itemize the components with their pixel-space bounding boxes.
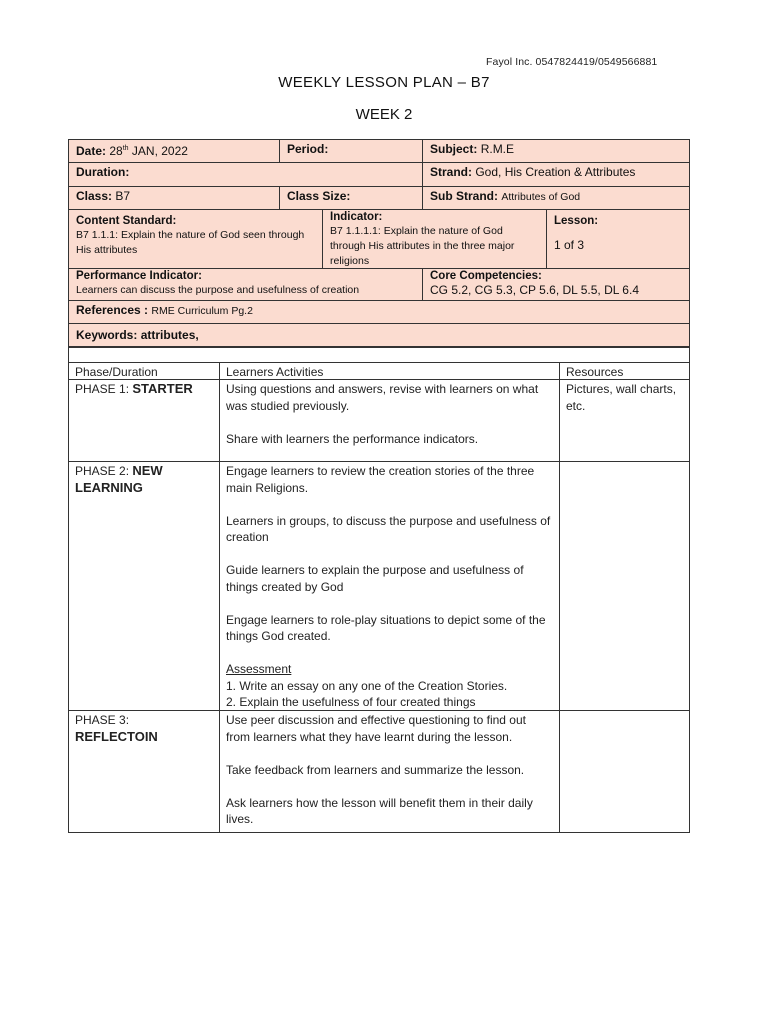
col-header-phase: Phase/Duration: [68, 362, 220, 380]
keywords-value: attributes,: [140, 328, 199, 342]
phase-3-name: REFLECTOIN: [75, 728, 158, 744]
activity-item: Guide learners to explain the purpose and usefulness of things created by God: [226, 563, 524, 594]
phase-2-activities: [219, 461, 560, 711]
assessment-item: 2. Explain the usefulness of four created things: [226, 695, 476, 709]
lesson-info-table: [68, 139, 690, 347]
phase-3-activities: [219, 710, 560, 833]
phase-2-resources: [559, 461, 690, 711]
week-heading: WEEK 2: [355, 106, 413, 123]
lesson-cell: [546, 209, 690, 269]
phase-2-name: NEW LEARNING: [75, 463, 163, 495]
keywords-label: Keywords:: [76, 328, 138, 342]
class-size-cell: [279, 186, 423, 210]
strand-value: God, His Creation & Attributes: [475, 165, 636, 179]
activity-item: Engage learners to review the creation stories of the three main Religions.: [226, 464, 535, 495]
phase-2-prefix: PHASE 2:: [75, 464, 130, 478]
duration-cell: [68, 162, 423, 187]
content-standard-cell: [68, 209, 323, 269]
phase-3-resources: [559, 710, 690, 833]
date-value: 28th JAN, 2022: [109, 144, 188, 158]
class-value: B7: [115, 189, 131, 203]
duration-label: Duration:: [76, 165, 130, 179]
strand-label: Strand:: [430, 165, 472, 179]
phase-3-cell: [68, 710, 220, 833]
phase-1-prefix: PHASE 1:: [75, 382, 130, 396]
date-cell: [68, 139, 280, 163]
references-label: References :: [76, 303, 149, 317]
period-label: Period:: [287, 142, 329, 156]
activity-item: Learners in groups, to discuss the purpose and usefulness of creation: [226, 513, 551, 544]
substrand-label: Sub Strand:: [430, 189, 498, 203]
core-competencies-value: CG 5.2, CG 5.3, CP 5.6, DL 5.5, DL 6.4: [430, 283, 639, 297]
strand-cell: [422, 162, 690, 187]
activity-item: Ask learners how the lesson will benefit them in their daily lives.: [226, 795, 533, 826]
subject-label: Subject:: [430, 142, 478, 156]
activity-item: Engage learners to role-play situations to depict some of the things God created.: [226, 612, 546, 643]
date-label: Date:: [76, 144, 107, 158]
phase-3-prefix: PHASE 3:: [75, 713, 130, 727]
indicator-cell: [322, 209, 547, 269]
activity-item: Take feedback from learners and summarize the lesson.: [226, 762, 525, 777]
class-label: Class:: [76, 189, 113, 203]
keywords-cell: [68, 323, 690, 347]
col-header-activities: Learners Activities: [219, 362, 560, 380]
performance-indicator-value: Learners can discuss the purpose and usefulness of creation: [76, 284, 360, 296]
assessment-title: Assessment: [226, 662, 292, 676]
period-cell: [279, 139, 423, 163]
class-cell: [68, 186, 280, 210]
class-size-label: Class Size:: [287, 189, 351, 203]
lesson-label: Lesson:: [554, 215, 599, 227]
substrand-cell: [422, 186, 690, 210]
phase-2-cell: [68, 461, 220, 711]
core-competencies-label: Core Competencies:: [430, 270, 542, 282]
phase-1-activities: [219, 379, 560, 462]
content-standard-label: Content Standard:: [76, 215, 177, 227]
phase-1-cell: [68, 379, 220, 462]
activity-item: Using questions and answers, revise with learners on what was studied previously.: [226, 382, 539, 413]
company-contact: Fayol Inc. 0547824419/0549566881: [486, 56, 658, 68]
phase-1-resources: Pictures, wall charts, etc.: [559, 379, 690, 462]
subject-value: R.M.E: [480, 142, 515, 156]
performance-indicator-label: Performance Indicator:: [76, 270, 202, 282]
references-value: RME Curriculum Pg.2: [151, 305, 253, 317]
core-competencies-cell: [422, 268, 690, 301]
references-cell: [68, 300, 690, 324]
activity-item: Share with learners the performance indicators.: [226, 431, 479, 446]
performance-indicator-cell: [68, 268, 423, 301]
spacer-row: [68, 347, 690, 363]
phase-1-name: STARTER: [132, 381, 193, 396]
page-title: WEEKLY LESSON PLAN – B7: [278, 74, 490, 91]
lesson-value: 1 of 3: [554, 238, 585, 252]
col-header-resources: Resources: [559, 362, 690, 380]
substrand-value: Attributes of God: [501, 191, 581, 203]
content-standard-value: B7 1.1.1: Explain the nature of God seen through His attributes: [76, 229, 305, 256]
subject-cell: [422, 139, 690, 163]
activity-item: Use peer discussion and effective questioning to find out from learners what they have learnt during the lesson.: [226, 713, 526, 744]
indicator-label: Indicator:: [330, 211, 383, 223]
indicator-value: B7 1.1.1.1: Explain the nature of God through His attributes in the three major religions: [330, 225, 515, 267]
assessment-item: 1. Write an essay on any one of the Creation Stories.: [226, 678, 508, 693]
